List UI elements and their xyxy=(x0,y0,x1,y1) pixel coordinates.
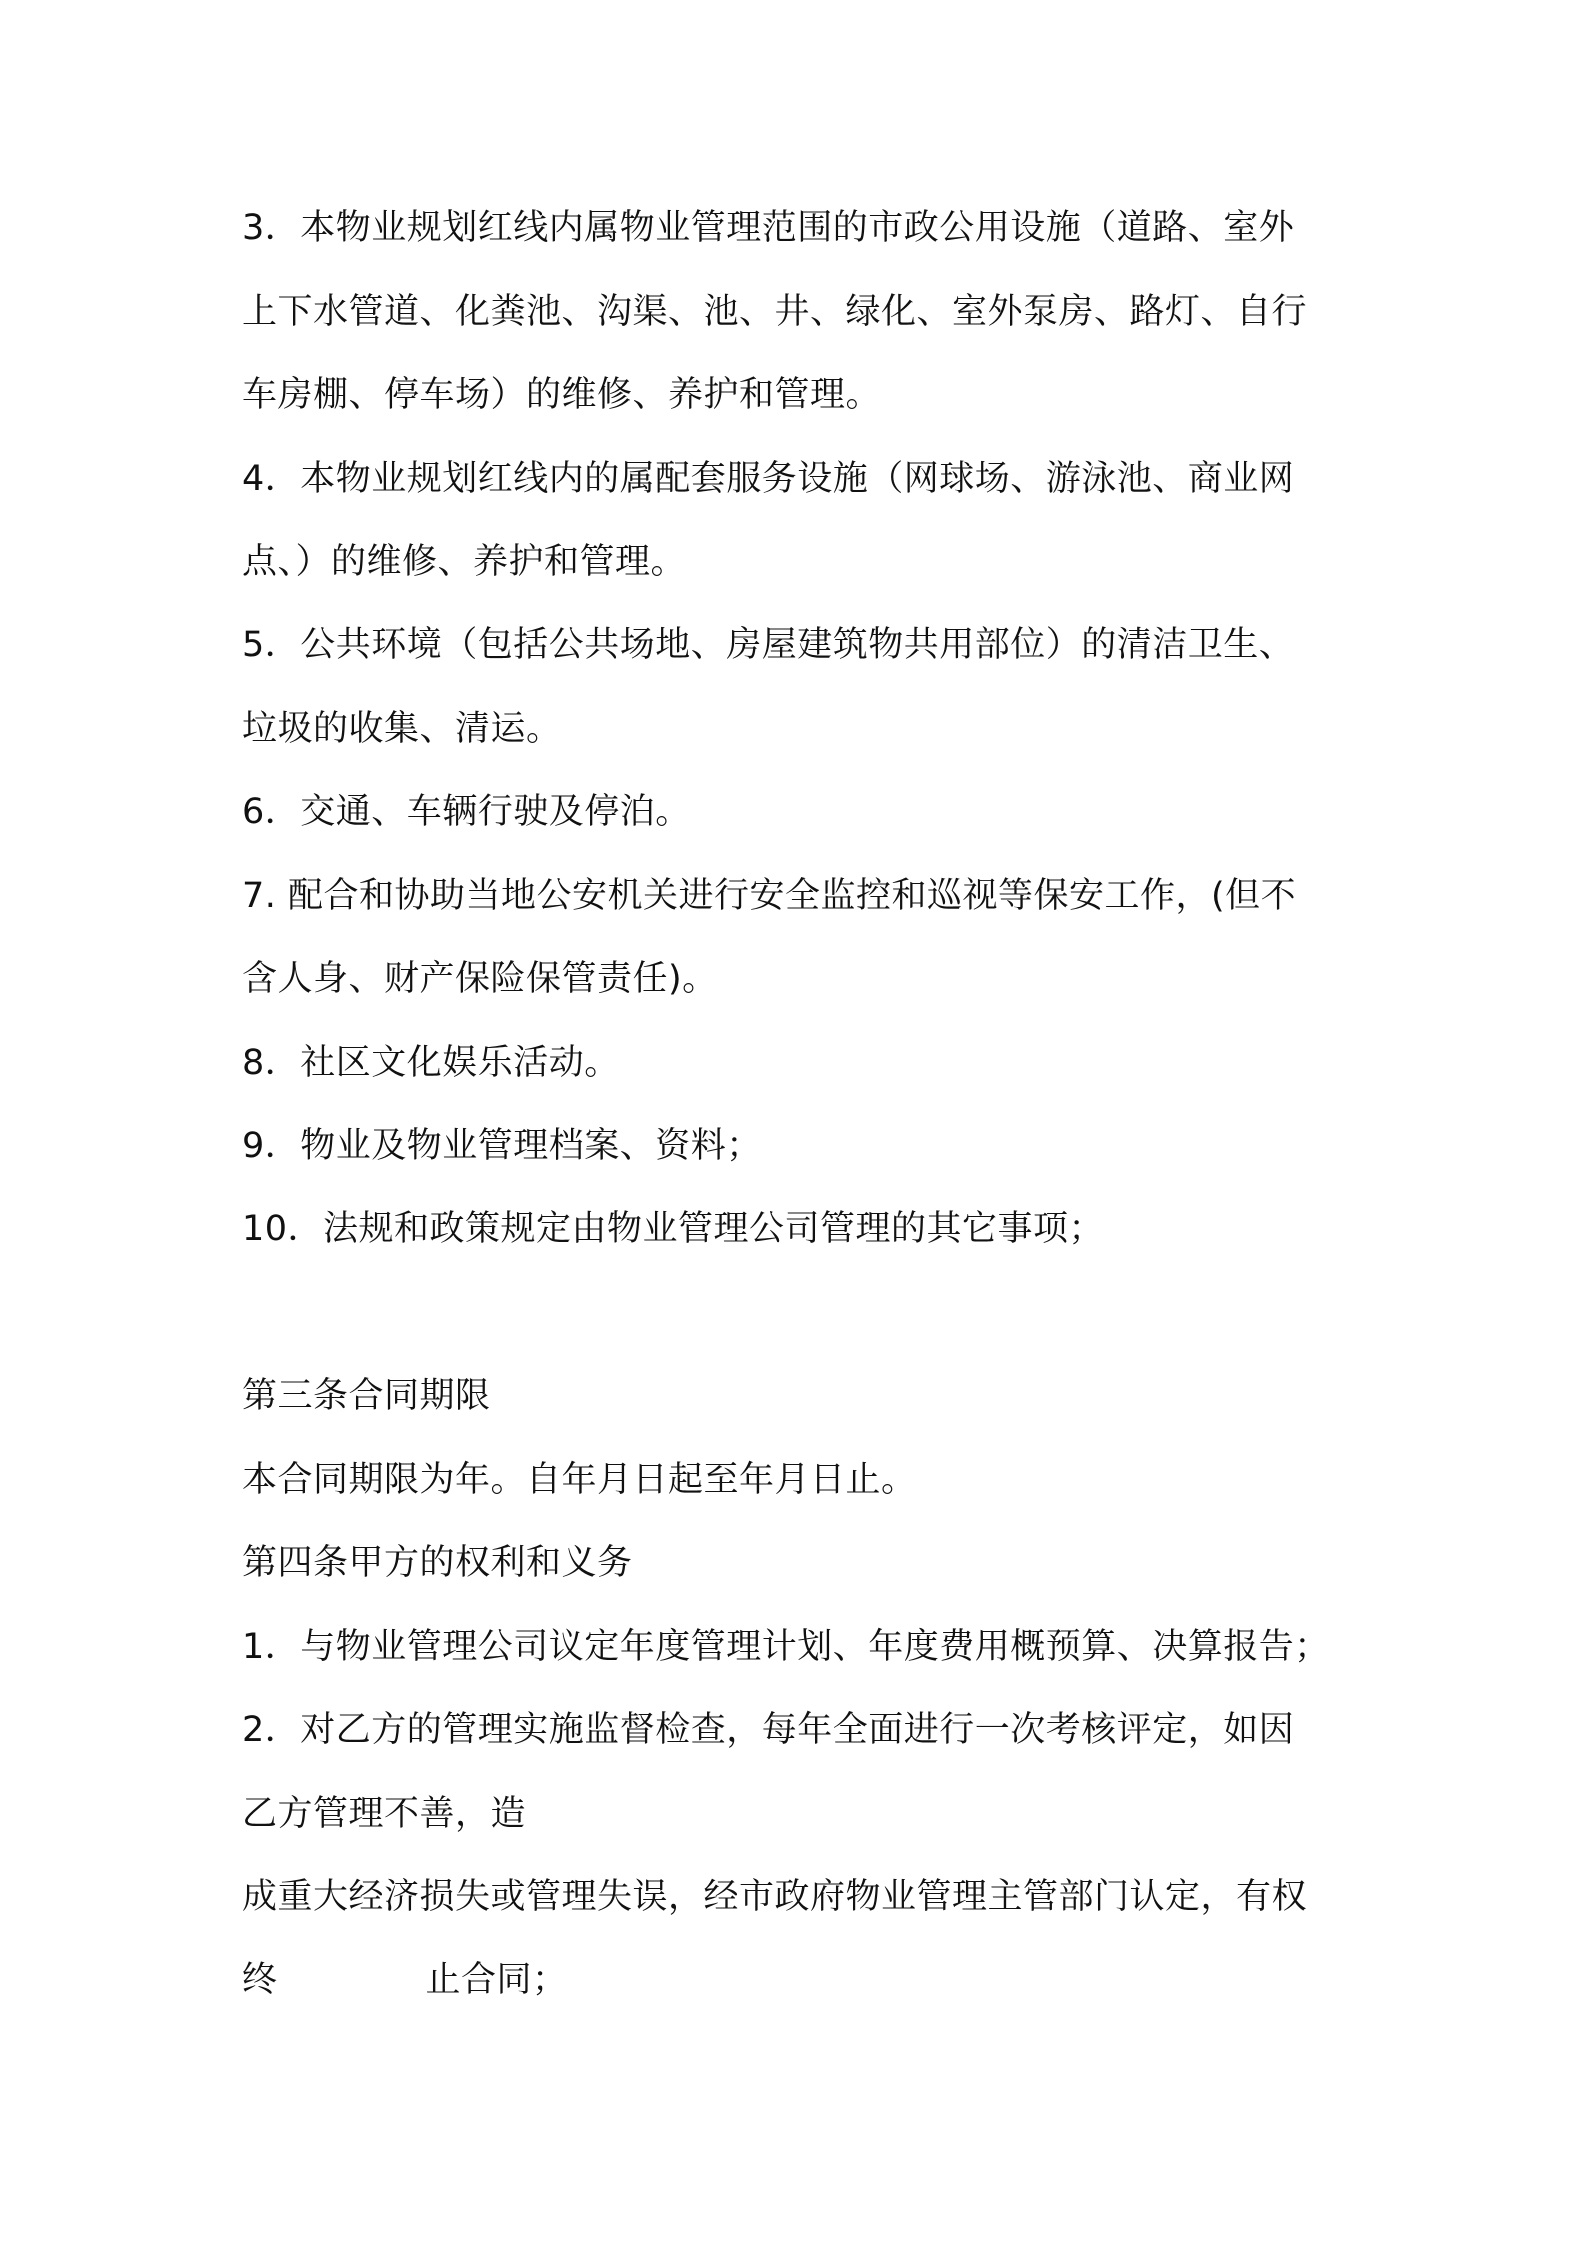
clause-10-line: 10．法规和政策规定由物业管理公司管理的其它事项； xyxy=(242,1209,1105,1249)
clause-3-line-2: 上下水管道、化粪池、沟渠、池、井、绿化、室外泵房、路灯、自行 xyxy=(242,292,1308,332)
article-4-heading: 第四条甲方的权利和义务 xyxy=(242,1543,633,1583)
clause-6-line: 6．交通、车辆行驶及停泊。 xyxy=(242,792,691,832)
article-4-item-1: 1．与物业管理公司议定年度管理计划、年度费用概预算、决算报告； xyxy=(242,1627,1330,1667)
clause-7-line-2: 含人身、财产保险保管责任)。 xyxy=(242,959,718,999)
article-4-item-2-line-2: 乙方管理不善，造 xyxy=(242,1794,527,1834)
clause-3-line-1: 3．本物业规划红线内属物业管理范围的市政公用设施（道路、室外 xyxy=(242,208,1295,248)
last-line-right: 止合同； xyxy=(425,1960,568,2000)
clause-5-line-1: 5．公共环境（包括公共场地、房屋建筑物共用部位）的清洁卫生、 xyxy=(242,625,1295,665)
last-line-left: 终 xyxy=(242,1960,278,2000)
article-4-item-2-line-3: 成重大经济损失或管理失误，经市政府物业管理主管部门认定，有权 xyxy=(242,1877,1308,1917)
clause-9-line: 9．物业及物业管理档案、资料； xyxy=(242,1126,762,1166)
clause-5-line-2: 垃圾的收集、清运。 xyxy=(242,709,562,749)
clause-8-line: 8．社区文化娱乐活动。 xyxy=(242,1043,620,1083)
article-3-body: 本合同期限为年。自年月日起至年月日止。 xyxy=(242,1460,917,1500)
article-3-heading: 第三条合同期限 xyxy=(242,1376,491,1416)
clause-7-line-1: 7. 配合和协助当地公安机关进行安全监控和巡视等保安工作，(但不 xyxy=(242,876,1297,916)
clause-4-line-2: 点、）的维修、养护和管理。 xyxy=(242,542,687,582)
article-4-item-2-line-1: 2．对乙方的管理实施监督检查，每年全面进行一次考核评定，如因 xyxy=(242,1710,1295,1750)
article-4-item-2-line-4 xyxy=(242,1958,568,2002)
clause-3-line-3: 车房棚、停车场）的维修、养护和管理。 xyxy=(242,375,882,415)
clause-4-line-1: 4．本物业规划红线内的属配套服务设施（网球场、游泳池、商业网 xyxy=(242,459,1295,499)
